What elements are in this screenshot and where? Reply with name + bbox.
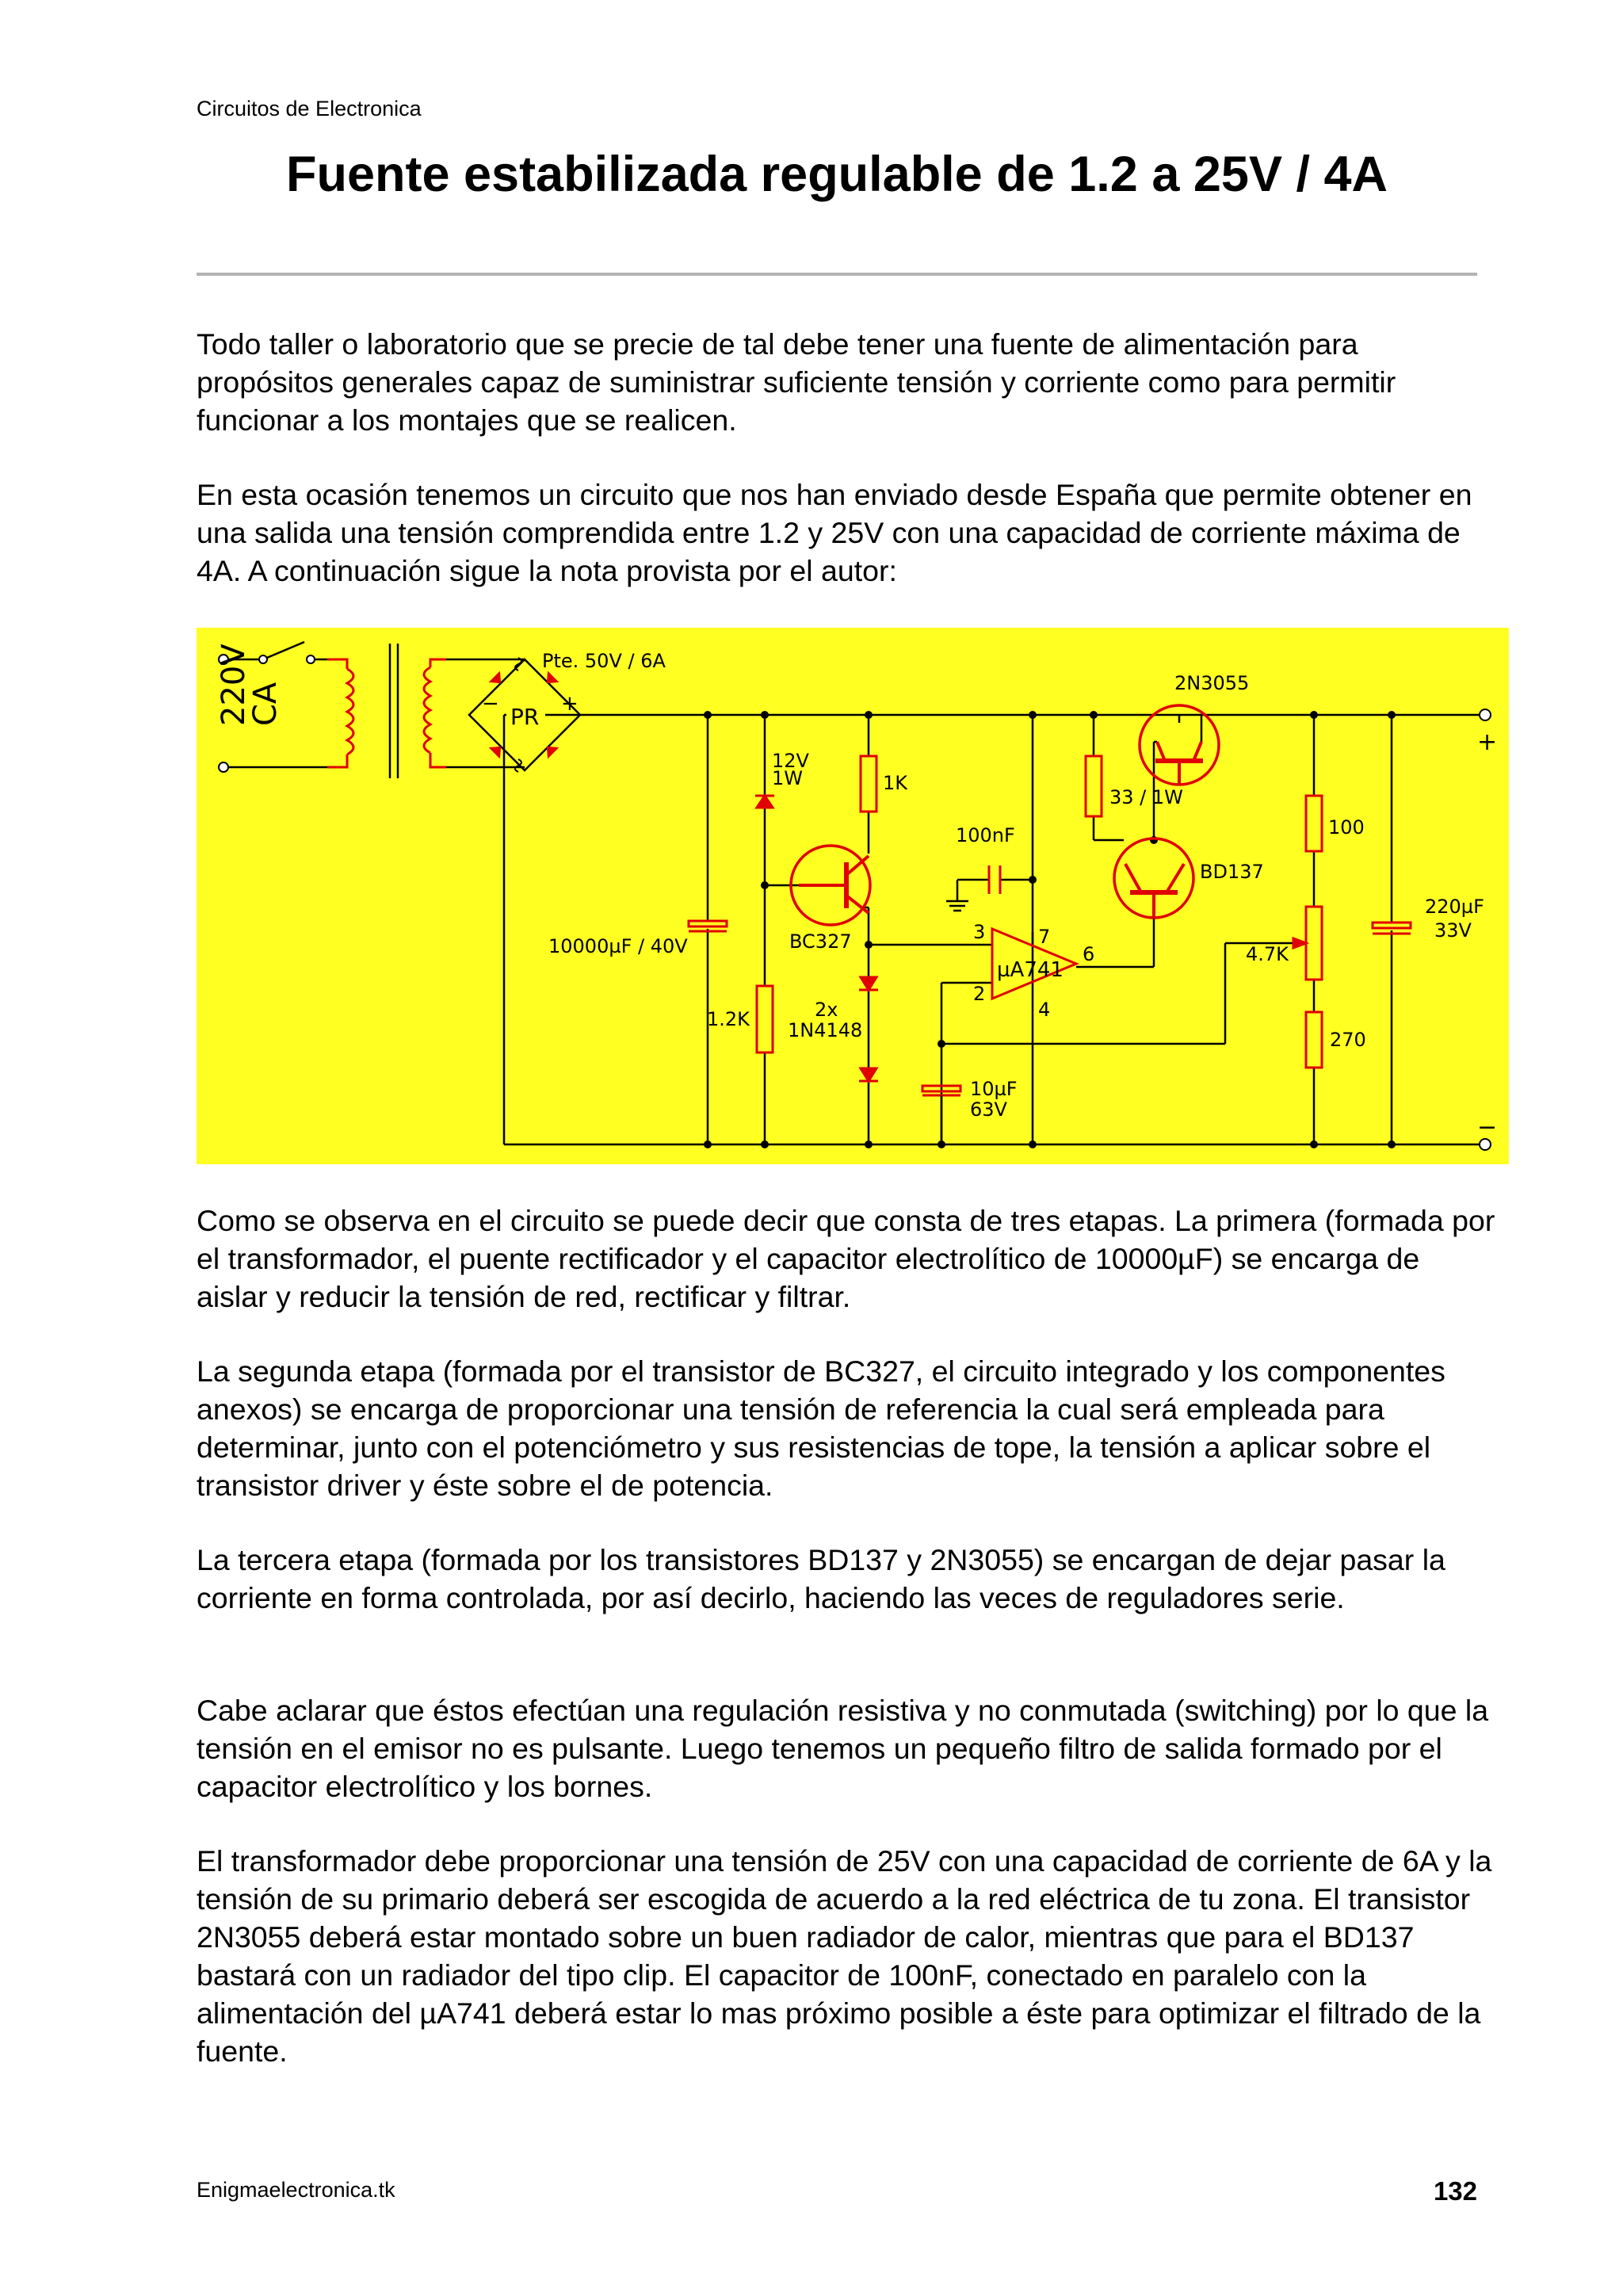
label-mains: 220V (216, 644, 252, 726)
label-zener-watt: 1W (772, 767, 803, 789)
label-q-power: 2N3055 (1174, 672, 1250, 694)
label-bridge: PR (510, 704, 540, 730)
body-paragraph-2: La segunda etapa (formada por el transistor de BC327, el circuito integrado y los componentes anexos) se encarga de proporcionar una tensión de referencia la cual será empleada para determinar, junto con el potenciómetro y sus resistencias de tope, la tensión a aplicar sobre el transistor driver y éste sobre el de potencia. (197, 1354, 1445, 1502)
intro-paragraph-1: Todo taller o laboratorio que se precie de tal debe tener una fuente de alimentación para propósitos generales capaz de suministrar suficiente tensión y corriente como para permitir funcionar a los montajes que se realicen. (197, 327, 1396, 437)
schematic-svg (197, 628, 1509, 1164)
label-r33: 33 / 1W (1109, 786, 1183, 808)
label-r1-2k: 1.2K (707, 1008, 750, 1030)
circuit-schematic (197, 628, 1509, 1164)
label-pin7: 7 (1038, 926, 1051, 948)
intro-paragraph-2: En esta ocasión tenemos un circuito que nos han enviado desde España que permite obtener en una salida una tensión comprendida entre 1.2 y 25V con una capacidad de corriente máxima de 4A. A continuación sigue la nota provista por el autor: (197, 478, 1472, 587)
label-diodes-type: 1N4148 (788, 1019, 863, 1041)
label-bridge-plus: + (561, 692, 579, 716)
schematic-background (197, 628, 1509, 1164)
label-pin4: 4 (1038, 999, 1051, 1021)
label-cap-100nf: 100nF (956, 824, 1015, 846)
label-mains-type: CA (247, 682, 284, 726)
label-zener-voltage: 12V (772, 750, 809, 772)
page-number: 132 (1433, 2176, 1477, 2206)
label-c-out-rating: 33V (1434, 919, 1472, 942)
label-c-main: 10000µF / 40V (548, 935, 688, 957)
label-r1k: 1K (883, 772, 908, 794)
label-pin3: 3 (973, 921, 986, 943)
label-diodes-count: 2x (815, 999, 838, 1021)
label-output-minus: − (1477, 1114, 1498, 1141)
label-r270: 270 (1330, 1029, 1366, 1051)
label-c-out-value: 220µF (1425, 896, 1484, 918)
body-paragraph-1: Como se observa en el circuito se puede decir que consta de tres etapas. La primera (formada por el transformador, el puente rectificador y el capacitor electrolítico de 10000µF) se encarga de aislar y reducir la tensión de red, rectificar y filtrar. (197, 1204, 1495, 1313)
footer-site: Enigmaelectronica.tk (197, 2178, 395, 2202)
label-pin2: 2 (973, 983, 986, 1005)
running-header: Circuitos de Electronica (197, 97, 422, 120)
label-c10u-value: 10µF (970, 1078, 1018, 1100)
label-c10u-voltage: 63V (970, 1098, 1007, 1121)
label-r100: 100 (1328, 816, 1365, 839)
label-opamp: µA741 (997, 958, 1064, 982)
body-paragraph-3: La tercera etapa (formada por los transistores BD137 y 2N3055) se encargan de dejar pasar la corriente en forma controlada, por así decirlo, haciendo las veces de reguladores serie. (197, 1543, 1445, 1614)
title-divider (197, 273, 1477, 276)
label-bridge-minus: − (482, 692, 499, 716)
body-paragraph-4: Cabe aclarar que éstos efectúan una regulación resistiva y no conmutada (switching) por lo que la tensión en el emisor no es pulsante. Luego tenemos un pequeño filtro de salida formado por el capacitor electrolítico y los bornes. (197, 1694, 1489, 1803)
label-output-plus: + (1477, 728, 1498, 756)
body-paragraph-5: El transformador debe proporcionar una tensión de 25V con una capacidad de corriente de 6A y la tensión de su primario deberá ser escogida de acuerdo a la red eléctrica de tu zona. El transistor 2N3055 deberá estar montado sobre un buen radiador de calor, mientras que para el BD137 bastará con un radiador del tipo clip. El capacitor de 100nF, conectado en paralelo con la alimentación del µA741 deberá estar lo mas próximo posible a éste para optimizar el filtrado de la fuente. (197, 1844, 1492, 2068)
page-title: Fuente estabilizada regulable de 1.2 a 25V / 4A (285, 147, 1388, 202)
label-bridge-rating: Pte. 50V / 6A (542, 650, 666, 672)
label-pot: 4.7K (1246, 943, 1289, 965)
label-q-driver: BD137 (1200, 861, 1264, 883)
label-pin6: 6 (1083, 943, 1095, 965)
label-q-bc327: BC327 (789, 930, 852, 953)
